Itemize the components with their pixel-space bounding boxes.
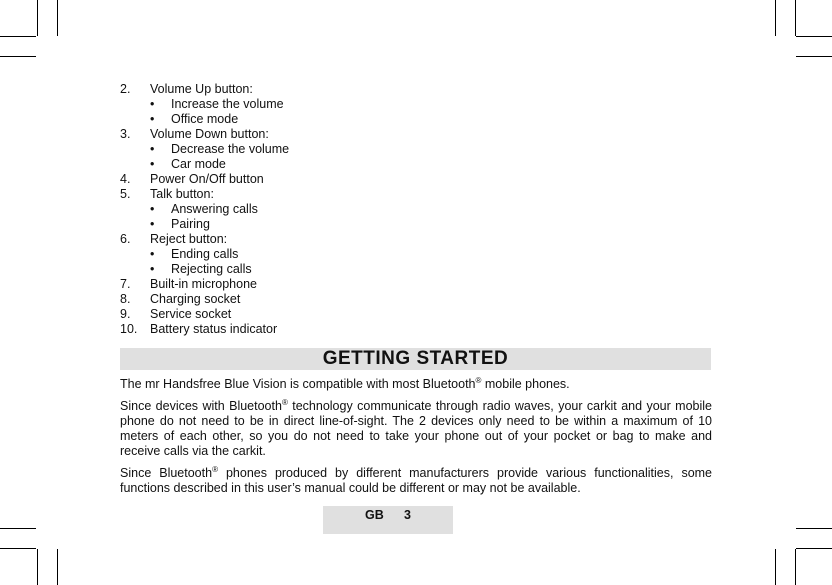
- crop-mark: [775, 0, 776, 36]
- item-number: 7.: [120, 277, 131, 291]
- crop-mark: [796, 528, 832, 529]
- bullet-label: Increase the volume: [171, 97, 284, 111]
- crop-mark: [0, 56, 36, 57]
- registered-mark: ®: [281, 398, 288, 407]
- bullet-label: Answering calls: [171, 202, 258, 216]
- item-label: Volume Down button:: [150, 127, 269, 141]
- bullet-icon: •: [150, 202, 155, 216]
- registered-mark: ®: [212, 465, 218, 474]
- crop-mark: [57, 549, 58, 585]
- paragraph-text: technology communicate through radio waves, your carkit and your mobile phone do not need to be in direct line-of-sight. The 2 devices only need to be within a maximum of 10 meters of each other, so you do not need to take your phone out of your pocket or bag to make and receive calls via the carkit.: [120, 399, 713, 458]
- registered-mark: ®: [475, 376, 482, 385]
- paragraph-text: mobile phones.: [481, 377, 570, 391]
- bullet-label: Car mode: [171, 157, 226, 171]
- page-number: 3: [404, 508, 411, 522]
- bullet-label: Decrease the volume: [171, 142, 290, 156]
- paragraph-functionality: [120, 466, 712, 496]
- crop-mark: [796, 56, 832, 57]
- bullet-label: Office mode: [171, 112, 239, 126]
- section-heading: GETTING STARTED: [120, 348, 711, 370]
- item-label: Reject button:: [150, 232, 228, 246]
- paragraph-text: Since Bluetooth: [120, 466, 213, 480]
- page-footer: [323, 506, 453, 534]
- crop-mark: [795, 549, 796, 585]
- item-number: 6.: [120, 232, 131, 246]
- item-label: Power On/Off button: [150, 172, 264, 186]
- paragraph-radio-waves: [120, 399, 712, 459]
- crop-mark: [796, 36, 832, 37]
- bullet-label: Ending calls: [171, 247, 239, 261]
- crop-mark: [37, 549, 38, 585]
- bullet-label: Pairing: [171, 217, 210, 231]
- crop-mark: [37, 0, 38, 36]
- bullet-icon: •: [150, 247, 155, 261]
- footer-language: GB: [365, 508, 384, 522]
- item-number: 5.: [120, 187, 131, 201]
- bullet-icon: •: [150, 142, 155, 156]
- crop-mark: [796, 548, 832, 549]
- paragraph-text: Since devices with Bluetooth: [120, 399, 282, 413]
- crop-mark: [0, 36, 36, 37]
- bullet-icon: •: [150, 217, 155, 231]
- bullet-icon: •: [150, 157, 155, 171]
- bullet-label: Rejecting calls: [171, 262, 252, 276]
- item-label: Charging socket: [150, 292, 241, 306]
- item-number: 8.: [120, 292, 131, 306]
- item-number: 2.: [120, 82, 131, 96]
- paragraph-text: The mr Handsfree Blue Vision is compatible with most Bluetooth: [120, 377, 476, 391]
- item-label: Built-in microphone: [150, 277, 257, 291]
- item-label: Talk button:: [150, 187, 214, 201]
- item-label: Battery status indicator: [150, 322, 278, 336]
- bullet-icon: •: [150, 262, 155, 276]
- crop-mark: [0, 528, 36, 529]
- bullet-icon: •: [150, 97, 155, 111]
- crop-mark: [0, 548, 36, 549]
- bullet-icon: •: [150, 112, 155, 126]
- item-number: 3.: [120, 127, 131, 141]
- crop-mark: [775, 549, 776, 585]
- item-number: 4.: [120, 172, 131, 186]
- crop-mark: [795, 0, 796, 36]
- paragraph-text: phones produced by different manufacturers provide various functionalities, some functions described in this user’s manual could be different or may not be available.: [120, 466, 713, 495]
- item-label: Service socket: [150, 307, 232, 321]
- paragraph-compatibility: [120, 377, 712, 392]
- item-label: Volume Up button:: [150, 82, 253, 96]
- crop-mark: [57, 0, 58, 36]
- item-number: 10.: [120, 322, 138, 336]
- item-number: 9.: [120, 307, 131, 321]
